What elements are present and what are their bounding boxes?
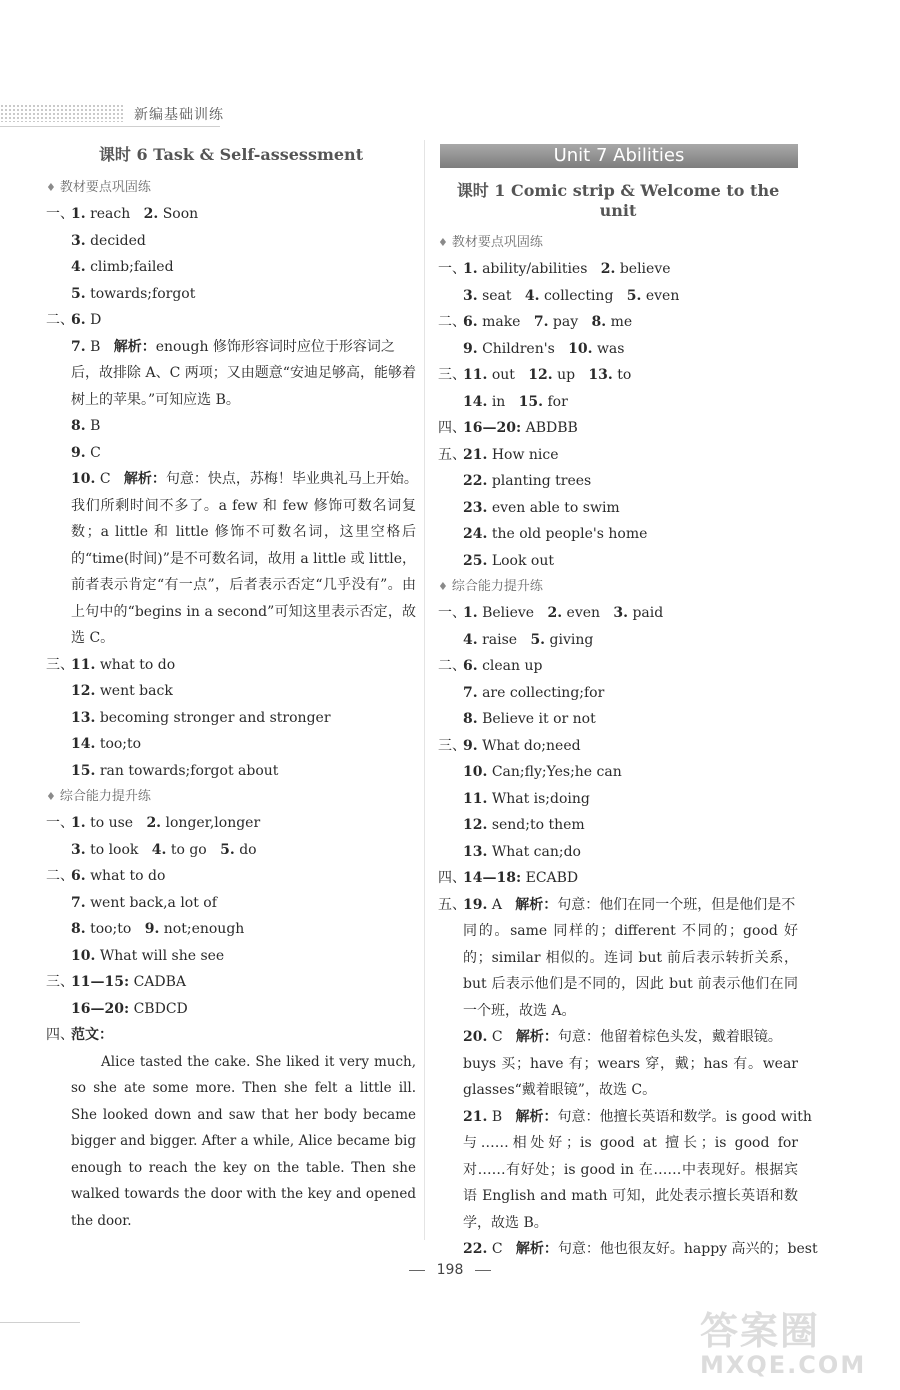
question-number: 20. <box>463 1029 488 1045</box>
question-number: 9. <box>463 340 478 357</box>
question-number: 16—20: <box>463 420 522 436</box>
question-number: 1. <box>71 815 86 831</box>
answer-line <box>46 334 416 361</box>
answer-line <box>438 468 798 495</box>
answer-text: what to do <box>90 868 166 884</box>
answer-text: collecting <box>543 287 614 304</box>
question-number: 5. <box>220 841 235 858</box>
answer-text: went back,a lot of <box>90 894 217 911</box>
answer-text: even <box>566 605 601 621</box>
question-number: 16—20: <box>71 1000 130 1017</box>
answer-text: B <box>90 418 101 434</box>
answer-text: pay <box>552 314 579 330</box>
lesson-title-left: 课时 6 Task & Self-assessment <box>98 145 364 164</box>
question-number: 1. <box>71 206 86 222</box>
footer-rule <box>0 1322 80 1323</box>
question-number: 7. <box>71 894 86 911</box>
answer-text: How nice <box>491 446 559 463</box>
answer-text: in <box>491 393 506 410</box>
answer-text: not;enough <box>163 921 245 937</box>
question-number: 15. <box>518 393 544 410</box>
question-number: 12. <box>528 367 553 383</box>
question-number: 11. <box>463 367 488 383</box>
question-number: 4. <box>524 287 540 304</box>
section-number: 二、 <box>46 868 74 884</box>
question-number: 25. <box>463 552 488 569</box>
question-number: 13. <box>463 843 488 860</box>
answer-text: me <box>610 314 633 330</box>
question-number: 2. <box>600 261 616 277</box>
section-number: 三、 <box>438 367 466 383</box>
question-number: 9. <box>144 921 160 937</box>
question-number: 11. <box>71 656 96 673</box>
answer-text: to use <box>90 815 134 831</box>
answer-text: ABDBB <box>525 420 578 436</box>
question-number: 5. <box>626 287 642 304</box>
answer-text: Soon <box>162 206 199 222</box>
answer-text: send;to them <box>491 817 585 833</box>
answer-text: for <box>547 393 568 410</box>
section-number: 一、 <box>438 605 466 621</box>
column-divider <box>424 140 425 1240</box>
question-number: 3. <box>71 232 86 249</box>
section-number: 五、 <box>438 446 466 463</box>
answer-text: out <box>491 367 515 383</box>
answer-line <box>46 916 416 943</box>
answer-line <box>438 1104 812 1131</box>
question-number: 7. <box>463 684 478 701</box>
question-number: 6. <box>463 314 478 330</box>
explanation-paragraph: 后，故排除 A、C 两项；又由题意“安迪足够高，能够着树上的苹果。”可知应选 B。 <box>71 365 416 408</box>
answer-text: C <box>90 444 101 461</box>
answer-text: too;to <box>99 736 142 752</box>
section-heading <box>438 574 798 600</box>
answer-line <box>438 600 798 627</box>
right-answer-list <box>438 230 818 1263</box>
answer-text: What can;do <box>491 843 581 860</box>
left-column <box>46 140 416 1234</box>
answer-text: climb;failed <box>90 259 174 275</box>
answer-line <box>438 336 798 363</box>
answer-text: Look out <box>491 552 554 569</box>
answer-text: ran towards;forgot about <box>99 762 279 779</box>
explanation-label: 解析： <box>515 1108 558 1125</box>
question-number: 10. <box>463 764 488 780</box>
question-number: 9. <box>463 737 478 754</box>
section-number: 三、 <box>438 737 466 754</box>
answer-line <box>438 1024 798 1051</box>
answer-text: What will she see <box>99 947 225 964</box>
answer-line <box>46 201 416 228</box>
answer-text: B <box>90 338 101 355</box>
answer-line <box>46 837 416 864</box>
answer-text: too;to <box>90 921 132 937</box>
question-number: 24. <box>463 526 488 542</box>
diamond-icon: ♦ <box>438 580 448 593</box>
answer-text: longer,longer <box>165 815 261 831</box>
question-number: 13. <box>71 709 96 726</box>
answer-line <box>438 706 798 733</box>
question-number: 10. <box>71 471 96 487</box>
answer-line <box>438 442 798 469</box>
explanation-label: 解析： <box>515 1029 558 1045</box>
answer-line <box>46 969 416 996</box>
answer-text: ECABD <box>525 870 579 886</box>
question-number: 14. <box>463 393 488 410</box>
watermark-cn: 答案圈 <box>700 1309 821 1353</box>
explanation-paragraph: buys 买；have 有；wears 穿，戴；has 有。wear glasses“戴着眼镜”，故选 C。 <box>463 1055 798 1098</box>
section-number: 四、 <box>438 420 466 436</box>
answer-line <box>438 415 798 442</box>
question-number: 3. <box>613 605 629 621</box>
section-number: 二、 <box>438 658 466 674</box>
answer-line <box>46 890 416 917</box>
question-number: 21. <box>463 1108 488 1125</box>
question-number: 8. <box>463 711 478 727</box>
answer-line <box>46 731 416 758</box>
answer-text: Believe it or not <box>482 711 596 727</box>
answer-line <box>438 495 798 522</box>
question-number: 6. <box>463 658 478 674</box>
answer-line <box>438 680 798 707</box>
answer-text: paid <box>632 605 664 621</box>
answer-text: make <box>482 314 521 330</box>
diamond-icon: ♦ <box>438 236 448 249</box>
answer-text: to <box>617 367 632 383</box>
answer-line <box>46 758 416 785</box>
explanation-label: 解析： <box>515 896 558 913</box>
answer-text: B <box>491 1108 503 1125</box>
section-number: 一、 <box>438 261 466 277</box>
explanation-label: 解析： <box>515 1241 558 1257</box>
answer-line <box>46 652 416 679</box>
question-number: 1. <box>463 261 478 277</box>
explanation-text: 句意：快点，苏梅！毕业典礼马上开始。 <box>165 471 418 487</box>
answer-line <box>46 466 416 493</box>
answer-line <box>438 548 798 575</box>
explanation-text: 句意：他也很友好。happy 高兴的；best <box>557 1241 818 1257</box>
page-number-text: 198 <box>436 1262 464 1278</box>
answer-text: do <box>239 841 257 858</box>
explanation-text: 句意：他留着棕色头发，戴着眼镜。 <box>557 1029 782 1045</box>
answer-text: was <box>596 340 625 357</box>
answer-line <box>46 307 416 334</box>
answer-line <box>438 759 798 786</box>
answer-text: What do;need <box>482 737 581 754</box>
answer-text: C <box>99 471 111 487</box>
watermark <box>700 1300 890 1380</box>
answer-line <box>438 362 798 389</box>
answer-line <box>46 678 416 705</box>
unit-banner: Unit 7 Abilities <box>440 144 798 168</box>
answer-line <box>438 389 798 416</box>
answer-line <box>46 810 416 837</box>
question-number: 8. <box>591 314 607 330</box>
book-title: 新编基础训练 <box>134 107 224 123</box>
answer-line <box>46 996 416 1023</box>
answer-text: the old people's home <box>491 526 648 542</box>
right-column <box>438 140 818 1263</box>
section-number: 一、 <box>46 815 74 831</box>
answer-line <box>438 733 798 760</box>
question-number: 14. <box>71 736 96 752</box>
answer-text: planting trees <box>491 473 592 489</box>
answer-line <box>438 839 798 866</box>
section-heading-text: 教材要点巩固练 <box>451 235 543 250</box>
page-number <box>0 1262 900 1278</box>
question-number: 12. <box>71 683 96 699</box>
answer-line <box>46 1022 416 1049</box>
answer-line <box>438 892 798 919</box>
section-number: 三、 <box>46 974 74 990</box>
section-heading-text: 综合能力提升练 <box>451 579 543 594</box>
question-number: 10. <box>568 340 593 357</box>
answer-line <box>438 521 798 548</box>
question-number: 15. <box>71 762 96 779</box>
answer-text: CBDCD <box>133 1000 188 1017</box>
answer-line <box>46 863 416 890</box>
answer-text: what to do <box>99 656 176 673</box>
answer-line <box>438 865 798 892</box>
model-essay: Alice tasted the cake. She liked it very much, so she ate some more. Then she felt a little ill. She looked down and saw that her body became bigger and bigger. After a while, Alice became big enough to reach the key on the table. Then she walked towards the door with the key and opened the door. <box>71 1053 416 1229</box>
answer-line <box>46 440 416 467</box>
answer-line <box>46 413 416 440</box>
diamond-icon: ♦ <box>46 181 56 194</box>
answer-text: Believe <box>482 605 535 621</box>
answer-text: Children's <box>482 340 555 357</box>
answer-text: up <box>557 367 576 383</box>
question-number: 11—15: <box>71 974 130 990</box>
section-number: 三、 <box>46 656 74 673</box>
watermark-en: MXQE.COM <box>700 1351 867 1379</box>
question-number: 19. <box>463 896 488 913</box>
answer-text: CADBA <box>133 974 187 990</box>
section-number: 二、 <box>438 314 466 330</box>
section-heading-text: 教材要点巩固练 <box>59 180 151 195</box>
question-number: 6. <box>71 312 86 328</box>
answer-text: believe <box>619 261 671 277</box>
section-number: 一、 <box>46 206 74 222</box>
answer-text: raise <box>482 631 518 648</box>
answer-text: are collecting;for <box>482 684 605 701</box>
question-number: 8. <box>71 921 86 937</box>
answer-text: A <box>491 896 502 913</box>
section-heading <box>438 230 798 256</box>
question-number: 22. <box>463 1241 488 1257</box>
answer-line <box>438 1236 818 1263</box>
section-number: 四、 <box>438 870 466 886</box>
question-number: 1. <box>463 605 478 621</box>
question-number: 9. <box>71 444 86 461</box>
question-number: 11. <box>463 790 488 807</box>
question-number: 7. <box>533 314 549 330</box>
answer-text: decided <box>90 232 146 249</box>
answer-line <box>46 228 416 255</box>
answer-text: even able to swim <box>491 499 620 516</box>
answer-text: Can;fly;Yes;he can <box>491 764 622 780</box>
answer-text: seat <box>482 287 512 304</box>
explanation-text: 句意：他们在同一个班，但是他们是不 <box>557 896 796 913</box>
question-number: 7. <box>71 338 86 355</box>
explanation-label: 解析： <box>123 471 166 487</box>
question-number: 2. <box>146 815 162 831</box>
question-number: 5. <box>71 285 86 302</box>
explanation-paragraph: 我们所剩时间不多了。a few 和 few 修饰可数名词复数；a little 和 little 修饰不可数名词，这里空格后的“time(时间)”是不可数名词，故用 a little 或 little，前者表示肯定“有一点”，后者表示否定“几乎没有”。由上句中的“begins in a second”可知这里表示否定，故选 C。 <box>71 497 416 646</box>
answer-line <box>46 254 416 281</box>
lesson-title-right: 课时 1 Comic strip & Welcome to the unit <box>456 181 780 220</box>
diamond-icon: ♦ <box>46 790 56 803</box>
explanation-text: enough 修饰形容词时应位于形容词之 <box>155 338 395 355</box>
question-number: 2. <box>143 206 159 222</box>
explanation-label: 解析： <box>113 338 156 355</box>
question-number: 4. <box>151 841 167 858</box>
answer-text: giving <box>549 631 594 648</box>
question-number: 21. <box>463 446 488 463</box>
answer-line <box>438 309 798 336</box>
explanation-text: 句意：他擅长英语和数学。is good with <box>557 1108 812 1125</box>
question-number: 4. <box>463 631 478 648</box>
explanation-paragraph: 同的。same 同样的；different 不同的；good 好的；similar 相似的。连词 but 前后表示转折关系，but 后表示他们是不同的，因此 but 前表示他们在同一个班，故选 A。 <box>463 923 798 1019</box>
question-number: 14—18: <box>463 870 522 886</box>
question-number: 范文： <box>71 1027 113 1043</box>
answer-line <box>438 627 798 654</box>
explanation-paragraph: 与……相处好；is good at 擅长；is good for 对……有好处；is good in 在……中表现好。根据宾语 English and math 可知，此处表示擅长英语和数学，故选 B。 <box>463 1135 798 1231</box>
question-number: 5. <box>530 631 546 648</box>
left-answer-list <box>46 175 416 1234</box>
header-rule <box>0 126 220 127</box>
answer-text: reach <box>90 206 131 222</box>
answer-text: even <box>645 287 680 304</box>
question-number: 8. <box>71 418 86 434</box>
section-heading-text: 综合能力提升练 <box>59 789 151 804</box>
question-number: 22. <box>463 473 488 489</box>
answer-text: becoming stronger and stronger <box>99 709 331 726</box>
question-number: 10. <box>71 947 96 964</box>
question-number: 4. <box>71 259 86 275</box>
question-number: 12. <box>463 817 488 833</box>
question-number: 3. <box>71 841 86 858</box>
question-number: 3. <box>463 287 478 304</box>
answer-line <box>438 653 798 680</box>
answer-text: C <box>491 1029 503 1045</box>
section-heading <box>46 784 416 810</box>
question-number: 23. <box>463 499 488 516</box>
question-number: 6. <box>71 868 86 884</box>
answer-text: D <box>90 312 102 328</box>
question-number: 2. <box>547 605 563 621</box>
answer-line <box>46 705 416 732</box>
header-dot-pattern <box>0 104 125 122</box>
answer-text: to go <box>170 841 207 858</box>
answer-line <box>438 283 798 310</box>
answer-line <box>438 812 798 839</box>
answer-line <box>46 943 416 970</box>
section-heading <box>46 175 416 201</box>
answer-text: went back <box>99 683 173 699</box>
answer-text: clean up <box>482 658 543 674</box>
answer-text: ability/abilities <box>482 261 588 277</box>
section-number: 五、 <box>438 896 466 913</box>
answer-text: towards;forgot <box>90 285 196 302</box>
answer-line <box>438 786 798 813</box>
answer-text: C <box>491 1241 503 1257</box>
section-number: 二、 <box>46 312 74 328</box>
answer-text: What is;doing <box>491 790 590 807</box>
answer-line <box>46 281 416 308</box>
section-number: 四、 <box>46 1027 74 1043</box>
question-number: 13. <box>588 367 613 383</box>
answer-text: to look <box>90 841 139 858</box>
answer-line <box>438 256 798 283</box>
